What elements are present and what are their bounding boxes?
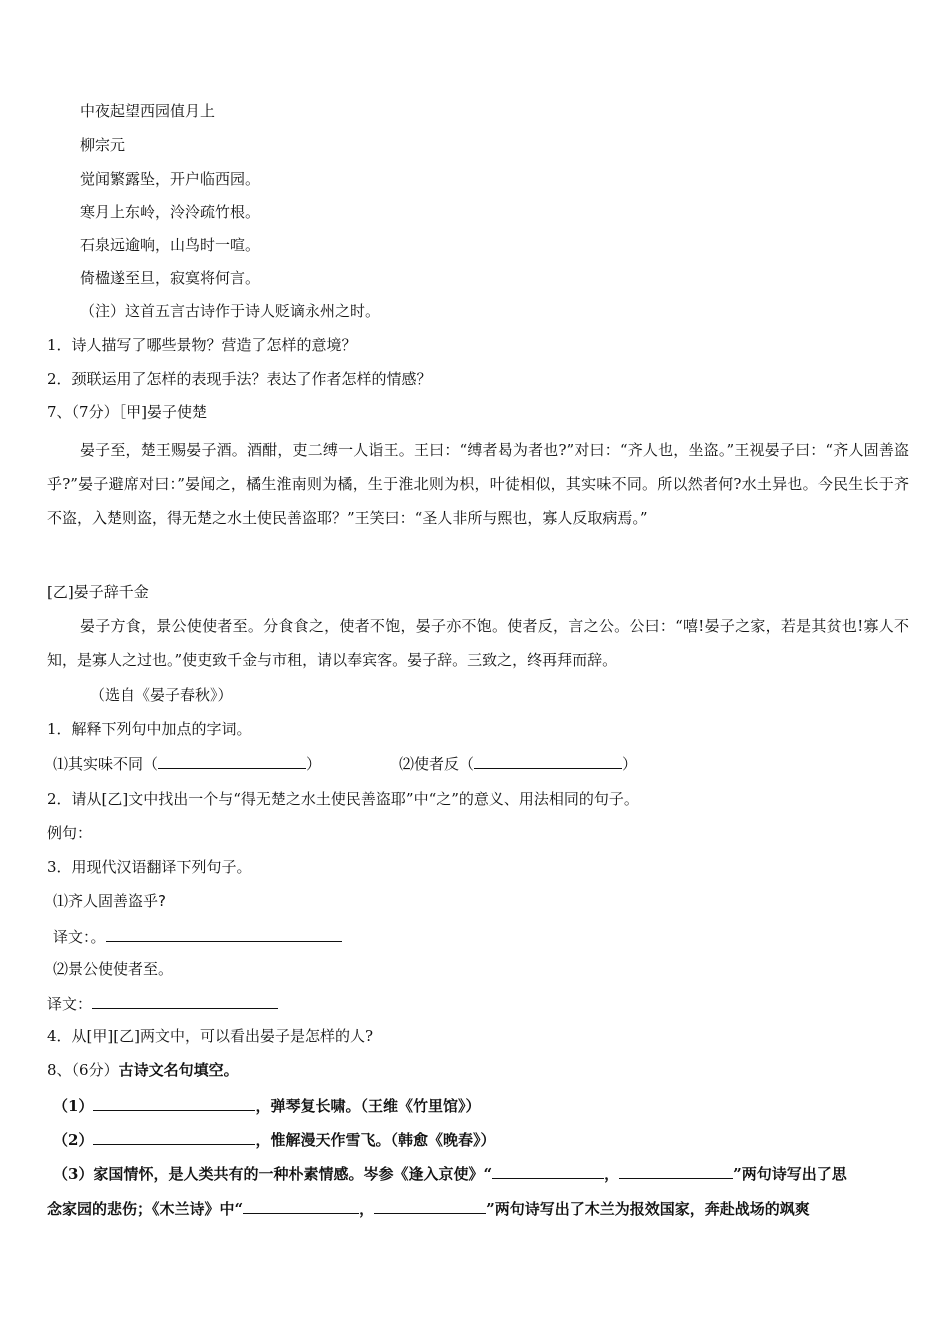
q8-item-2-num: （2） (53, 1131, 94, 1149)
q8-item-3-part-4: ”两句诗写出了木兰为报效国家，奔赴战场的飒爽 (486, 1200, 810, 1218)
translation-label: 译文：。 (53, 928, 106, 946)
passage-yi: 晏子方食，景公使使者至。分食食之，使者不饱，晏子亦不饱。使者反，言之公。公曰：“嘻!晏子之家，若是其贫也!寡人不知，是寡人之过也。”使吏致千金与市租，请以奉宾客。晏子辞。三致之，终再拜而辞。 (47, 617, 909, 669)
answer-blank[interactable] (492, 1162, 604, 1179)
q8-item-2 (53, 1128, 950, 1150)
q8-item-1-text: ，弹琴复长啸。（王维《竹里馆》） (255, 1097, 481, 1115)
answer-blank[interactable] (374, 1197, 486, 1214)
q8-item-3-part-1: （3）家国情怀，是人类共有的一种朴素情感。岑参《逢入京使》“ (53, 1165, 493, 1183)
q7-sub-3: 3．用现代汉语翻译下列句子。 (47, 858, 252, 876)
q8-item-3-part-3: 念家园的悲伤；《木兰诗》中“ (47, 1200, 244, 1218)
answer-blank[interactable] (93, 1094, 255, 1111)
q7-sub-3-a: ⑴齐人固善盗乎? (53, 892, 166, 910)
q7-sub-3-a-answer (53, 925, 950, 947)
poem-line-1: 觉闻繁露坠，开户临西园。 (80, 170, 261, 188)
q8-item-3-line-1 (53, 1162, 950, 1184)
q7-sub-3-b: ⑵景公使使者至。 (53, 960, 174, 978)
comma: ， (359, 1200, 375, 1218)
poem-title: 中夜起望西园值月上 (80, 102, 216, 120)
q7-sub-2: 2．请从[乙]文中找出一个与“得无楚之水土使民善盗耶”中“之”的意义、用法相同的句子。 (47, 790, 639, 808)
answer-blank[interactable] (106, 925, 342, 942)
q8-item-3-line-2 (47, 1197, 950, 1219)
q7-sub-1-b (399, 752, 950, 774)
q7-sub-1: 1．解释下列句中加点的字词。 (47, 720, 252, 738)
q7-sub-2-example: 例句： (47, 824, 93, 842)
poem-author: 柳宗元 (80, 136, 126, 154)
poem-question-2: 2．颈联运用了怎样的表现手法？表达了作者怎样的情感？ (47, 370, 432, 388)
paren-close: ） (622, 755, 638, 773)
poem-question-1: 1．诗人描写了哪些景物？营造了怎样的意境？ (47, 336, 357, 354)
q8-title: 古诗文名句填空。 (118, 1061, 239, 1079)
poem-line-3: 石泉远逾响，山鸟时一喧。 (80, 236, 261, 254)
q7-sub-1-b-text: ⑵使者反（ (399, 755, 475, 773)
answer-blank[interactable] (92, 992, 278, 1009)
q8-item-2-text: ，惟解漫天作雪飞。（韩愈《晚春》） (255, 1131, 496, 1149)
answer-blank[interactable] (474, 752, 622, 769)
translation-label: 译文： (47, 995, 93, 1013)
answer-blank[interactable] (619, 1162, 733, 1179)
answer-blank[interactable] (93, 1128, 255, 1145)
q8-prefix: 8、（6分） (47, 1061, 119, 1079)
q7-sub-3-b-answer (47, 992, 950, 1014)
q8-item-3-part-2: ”两句诗写出了思 (733, 1165, 847, 1183)
poem-line-2: 寒月上东岭，泠泠疏竹根。 (80, 203, 261, 221)
q7-header: 7、（7分）［甲]晏子使楚 (47, 403, 207, 421)
answer-blank[interactable] (243, 1197, 359, 1214)
passage-jia: 晏子至，楚王赐晏子酒。酒酣，吏二缚一人诣王。王曰：“缚者曷为者也?”对曰：“齐人也，坐盗。”王视晏子曰：“齐人固善盗乎?”晏子避席对曰：”晏闻之，橘生淮南则为橘，生于淮北则为枳，叶徒相似，其实味不同。所以然者何?水土异也。今民生长于齐不盗，入楚则盗，得无楚之水土使民善盗耶？”王笑曰：“圣人非所与熙也，寡人反取病焉。” (47, 441, 909, 527)
paren-close: ） (306, 755, 322, 773)
poem-line-4: 倚楹遂至旦，寂寞将何言。 (80, 269, 261, 287)
q8-item-1-num: （1） (53, 1097, 94, 1115)
passage-yi-header: [乙]晏子辞千金 (47, 583, 149, 601)
comma: ， (604, 1165, 620, 1183)
q8-header (47, 1060, 950, 1080)
poem-note: （注）这首五言古诗作于诗人贬谪永州之时。 (80, 302, 381, 320)
passage-source: （选自《晏子春秋》） (90, 686, 233, 704)
q7-sub-1-a-text: ⑴其实味不同（ (53, 755, 159, 773)
answer-blank[interactable] (158, 752, 306, 769)
q8-item-1 (53, 1094, 950, 1116)
q7-sub-4: 4．从[甲][乙]两文中，可以看出晏子是怎样的人? (47, 1027, 373, 1045)
